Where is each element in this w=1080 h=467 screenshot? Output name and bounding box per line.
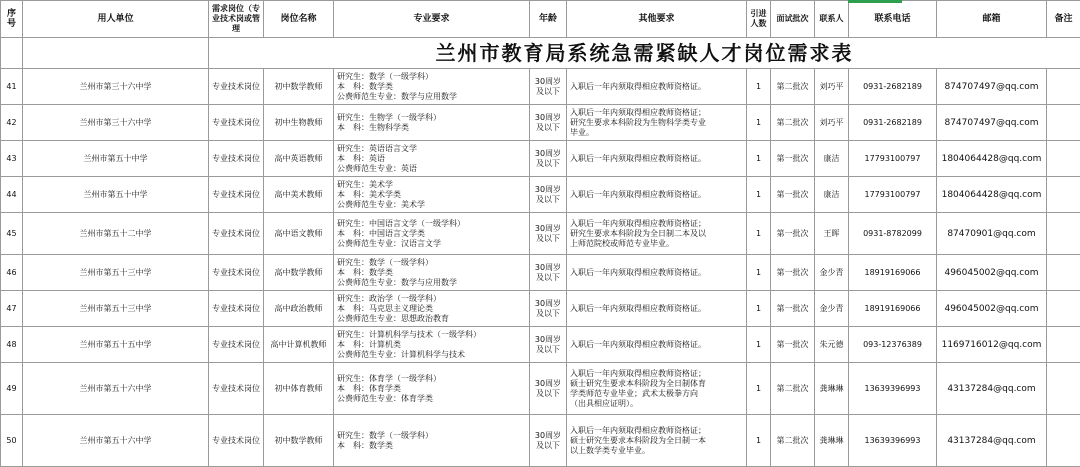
row-other-line: 硕士研究生要求本科阶段为全日制一本: [570, 435, 706, 445]
table-body: [1, 69, 1080, 467]
row-category: 专业技术岗位: [209, 255, 264, 291]
row-no: 44: [1, 177, 23, 213]
row-phone: 0931-8782099: [849, 213, 937, 255]
row-no: 42: [1, 105, 23, 141]
row-major: [334, 291, 530, 327]
row-no: 41: [1, 69, 23, 105]
row-batch: 第二批次: [771, 415, 815, 467]
row-other-line: 入职后一年内须取得相应教师资格证；: [570, 218, 706, 228]
row-position: 高中美术教师: [264, 177, 334, 213]
header-other: 其他要求: [567, 1, 747, 38]
row-position: 高中计算机教师: [264, 327, 334, 363]
row-age: 30周岁及以下: [530, 415, 567, 467]
row-remark: [1047, 255, 1080, 291]
row-major-line: 本 科：计算机类: [337, 339, 401, 349]
header-contact: 联系人: [815, 1, 849, 38]
row-unit: 兰州市第五十六中学: [23, 415, 209, 467]
row-major-line: 本 科：中国语言文学类: [337, 228, 425, 238]
row-email: 43137284@qq.com: [937, 415, 1047, 467]
row-remark: [1047, 105, 1080, 141]
row-major-line: 公费师范生专业：体育学类: [337, 393, 433, 403]
row-other-line: 入职后一年内须取得相应教师资格证；: [570, 425, 706, 435]
row-email: 1804064428@qq.com: [937, 177, 1047, 213]
row-major: [334, 415, 530, 467]
row-contact: 刘巧平: [815, 105, 849, 141]
row-phone: 18919169066: [849, 255, 937, 291]
row-phone: 0931-2682189: [849, 69, 937, 105]
table-row: [1, 363, 1080, 415]
row-unit: 兰州市第五十中学: [23, 141, 209, 177]
row-other-line: （出具相应证明）。: [570, 398, 638, 408]
row-no: 48: [1, 327, 23, 363]
row-phone: 18919169066: [849, 291, 937, 327]
row-category: 专业技术岗位: [209, 291, 264, 327]
row-other-line: 入职后一年内须取得相应教师资格证。: [570, 153, 706, 163]
row-position: 高中数学教师: [264, 255, 334, 291]
row-contact: 王晖: [815, 213, 849, 255]
row-category: 专业技术岗位: [209, 105, 264, 141]
row-other: [567, 69, 747, 105]
row-other: [567, 177, 747, 213]
row-count: 1: [747, 291, 771, 327]
row-other-line: 入职后一年内须取得相应教师资格证。: [570, 189, 706, 199]
row-no: 47: [1, 291, 23, 327]
row-position: 高中英语教师: [264, 141, 334, 177]
row-unit: 兰州市第五十中学: [23, 177, 209, 213]
row-remark: [1047, 363, 1080, 415]
row-count: 1: [747, 255, 771, 291]
row-major-line: 本 科：生物科学类: [337, 122, 409, 132]
row-major: [334, 105, 530, 141]
row-major-line: 研究生：中国语言文学（一级学科）: [337, 218, 465, 228]
row-contact: 金少青: [815, 291, 849, 327]
row-major-line: 研究生：美术学: [337, 179, 393, 189]
header-batch: 面试批次: [771, 1, 815, 38]
row-major-line: 本 科：数学类: [337, 267, 393, 277]
header-remark: 备注: [1047, 1, 1080, 38]
row-category: 专业技术岗位: [209, 177, 264, 213]
row-no: 46: [1, 255, 23, 291]
row-major: [334, 213, 530, 255]
row-contact: 刘巧平: [815, 69, 849, 105]
row-batch: 第一批次: [771, 213, 815, 255]
table-row: [1, 255, 1080, 291]
row-other-line: 学类师范专业毕业；武术太极拳方向: [570, 388, 698, 398]
row-age: 30周岁及以下: [530, 105, 567, 141]
row-remark: [1047, 291, 1080, 327]
row-age: 30周岁及以下: [530, 255, 567, 291]
row-major: [334, 69, 530, 105]
table-row: [1, 213, 1080, 255]
row-phone: 093-12376389: [849, 327, 937, 363]
table-row: [1, 105, 1080, 141]
row-major-line: 公费师范生专业：思想政治教育: [337, 313, 449, 323]
row-contact: 金少青: [815, 255, 849, 291]
row-remark: [1047, 141, 1080, 177]
row-age: 30周岁及以下: [530, 141, 567, 177]
row-other-line: 入职后一年内须取得相应教师资格证。: [570, 267, 706, 277]
header-email: 邮箱: [937, 1, 1047, 38]
header-category: 需求岗位（专业技术岗或管理: [209, 1, 264, 38]
row-unit: 兰州市第五十三中学: [23, 291, 209, 327]
row-unit: 兰州市第五十二中学: [23, 213, 209, 255]
row-email: 43137284@qq.com: [937, 363, 1047, 415]
row-contact: 朱元德: [815, 327, 849, 363]
row-no: 43: [1, 141, 23, 177]
row-major-line: 研究生：数学（一级学科）: [337, 71, 433, 81]
row-email: 87470901@qq.com: [937, 213, 1047, 255]
header-phone: 联系电话: [849, 1, 937, 38]
row-other-line: 入职后一年内须取得相应教师资格证；: [570, 368, 706, 378]
row-major-line: 公费师范生专业：英语: [337, 163, 417, 173]
row-major-line: 本 科：美术学类: [337, 189, 401, 199]
row-remark: [1047, 69, 1080, 105]
row-major-line: 本 科：英语: [337, 153, 385, 163]
row-count: 1: [747, 327, 771, 363]
table-row: [1, 69, 1080, 105]
row-other-line: 以上数学类专业毕业。: [570, 445, 650, 455]
row-email: 1169716012@qq.com: [937, 327, 1047, 363]
row-no: 45: [1, 213, 23, 255]
row-major-line: 公费师范生专业：数学与应用数学: [337, 277, 457, 287]
row-category: 专业技术岗位: [209, 327, 264, 363]
row-position: 初中数学教师: [264, 415, 334, 467]
row-batch: 第二批次: [771, 105, 815, 141]
row-other-line: 入职后一年内须取得相应教师资格证。: [570, 339, 706, 349]
row-category: 专业技术岗位: [209, 363, 264, 415]
row-remark: [1047, 415, 1080, 467]
row-position: 高中政治教师: [264, 291, 334, 327]
row-other-line: 入职后一年内须取得相应教师资格证。: [570, 303, 706, 313]
row-major: [334, 141, 530, 177]
row-major-line: 本 科：数学类: [337, 81, 393, 91]
row-batch: 第一批次: [771, 327, 815, 363]
row-major: [334, 327, 530, 363]
row-remark: [1047, 177, 1080, 213]
row-unit: 兰州市第三十六中学: [23, 69, 209, 105]
row-position: 初中生物教师: [264, 105, 334, 141]
row-unit: 兰州市第五十五中学: [23, 327, 209, 363]
row-category: 专业技术岗位: [209, 415, 264, 467]
row-other: [567, 291, 747, 327]
row-major-line: 公费师范生专业：数学与应用数学: [337, 91, 457, 101]
row-age: 30周岁及以下: [530, 327, 567, 363]
row-major-line: 研究生：体育学（一级学科）: [337, 373, 441, 383]
row-contact: 龚琳琳: [815, 415, 849, 467]
table-row: [1, 291, 1080, 327]
header-age: 年龄: [530, 1, 567, 38]
row-major-line: 公费师范生专业：汉语言文学: [337, 238, 441, 248]
row-major-line: 本 科：数学类: [337, 440, 393, 450]
row-batch: 第一批次: [771, 141, 815, 177]
row-contact: 康洁: [815, 177, 849, 213]
row-count: 1: [747, 69, 771, 105]
row-position: 高中语文教师: [264, 213, 334, 255]
header-row: [1, 1, 1080, 38]
row-email: 496045002@qq.com: [937, 255, 1047, 291]
row-other: [567, 363, 747, 415]
row-position: 初中数学教师: [264, 69, 334, 105]
row-category: 专业技术岗位: [209, 213, 264, 255]
row-other-line: 研究生要求本科阶段为全日制二本及以: [570, 228, 706, 238]
row-count: 1: [747, 141, 771, 177]
row-other-line: 研究生要求本科阶段为生物科学类专业: [570, 117, 706, 127]
row-major-line: 公费师范生专业：美术学: [337, 199, 425, 209]
row-major-line: 研究生：计算机科学与技术（一级学科）: [337, 329, 481, 339]
row-category: 专业技术岗位: [209, 141, 264, 177]
row-count: 1: [747, 415, 771, 467]
row-contact: 龚琳琳: [815, 363, 849, 415]
row-major-line: 研究生：数学（一级学科）: [337, 430, 433, 440]
row-email: 874707497@qq.com: [937, 105, 1047, 141]
row-other: [567, 415, 747, 467]
row-other: [567, 141, 747, 177]
row-major-line: 本 科：马克思主义理论类: [337, 303, 433, 313]
table-row: [1, 141, 1080, 177]
row-phone: 0931-2682189: [849, 105, 937, 141]
row-other: [567, 327, 747, 363]
row-unit: 兰州市第五十六中学: [23, 363, 209, 415]
row-major-line: 研究生：英语语言文学: [337, 143, 417, 153]
row-age: 30周岁及以下: [530, 213, 567, 255]
row-other-line: 入职后一年内须取得相应教师资格证。: [570, 81, 706, 91]
row-other: [567, 105, 747, 141]
row-count: 1: [747, 105, 771, 141]
row-age: 30周岁及以下: [530, 363, 567, 415]
row-batch: 第一批次: [771, 177, 815, 213]
row-age: 30周岁及以下: [530, 177, 567, 213]
row-other-line: 入职后一年内须取得相应教师资格证；: [570, 107, 706, 117]
row-phone: 17793100797: [849, 177, 937, 213]
row-other-line: 硕士研究生要求本科阶段为全日制体育: [570, 378, 706, 388]
row-major: [334, 255, 530, 291]
row-remark: [1047, 213, 1080, 255]
row-position: 初中体育教师: [264, 363, 334, 415]
row-age: 30周岁及以下: [530, 69, 567, 105]
row-no: 49: [1, 363, 23, 415]
row-email: 1804064428@qq.com: [937, 141, 1047, 177]
row-batch: 第一批次: [771, 255, 815, 291]
row-batch: 第一批次: [771, 291, 815, 327]
blank-corner-2: [23, 38, 209, 69]
header-major: 专业要求: [334, 1, 530, 38]
row-major-line: 研究生：生物学（一级学科）: [337, 112, 441, 122]
row-count: 1: [747, 177, 771, 213]
row-major-line: 研究生：政治学（一级学科）: [337, 293, 441, 303]
row-unit: 兰州市第五十三中学: [23, 255, 209, 291]
row-count: 1: [747, 363, 771, 415]
blank-corner: [1, 38, 23, 69]
row-major-line: 研究生：数学（一级学科）: [337, 257, 433, 267]
row-other: [567, 255, 747, 291]
row-other: [567, 213, 747, 255]
table-row: [1, 177, 1080, 213]
table-row: [1, 415, 1080, 467]
header-count: 引进人数: [747, 1, 771, 38]
table-row: [1, 327, 1080, 363]
row-count: 1: [747, 213, 771, 255]
row-major: [334, 363, 530, 415]
row-other-line: 毕业。: [570, 127, 594, 137]
table-title: 兰州市教育局系统急需紧缺人才岗位需求表: [209, 38, 1080, 69]
row-phone: 13639396993: [849, 415, 937, 467]
header-position: 岗位名称: [264, 1, 334, 38]
row-phone: 17793100797: [849, 141, 937, 177]
row-major-line: 本 科：体育学类: [337, 383, 401, 393]
sheet-tab-indicator: [848, 0, 902, 3]
row-no: 50: [1, 415, 23, 467]
row-major-line: 公费师范生专业：计算机科学与技术: [337, 349, 465, 359]
row-age: 30周岁及以下: [530, 291, 567, 327]
row-contact: 康洁: [815, 141, 849, 177]
row-remark: [1047, 327, 1080, 363]
row-email: 874707497@qq.com: [937, 69, 1047, 105]
header-unit: 用人单位: [23, 1, 209, 38]
header-no: 序号: [1, 1, 23, 38]
row-batch: 第二批次: [771, 69, 815, 105]
row-other-line: 上师范院校或师范专业毕业。: [570, 238, 674, 248]
row-phone: 13639396993: [849, 363, 937, 415]
row-batch: 第二批次: [771, 363, 815, 415]
row-email: 496045002@qq.com: [937, 291, 1047, 327]
row-category: 专业技术岗位: [209, 69, 264, 105]
row-unit: 兰州市第三十六中学: [23, 105, 209, 141]
row-major: [334, 177, 530, 213]
